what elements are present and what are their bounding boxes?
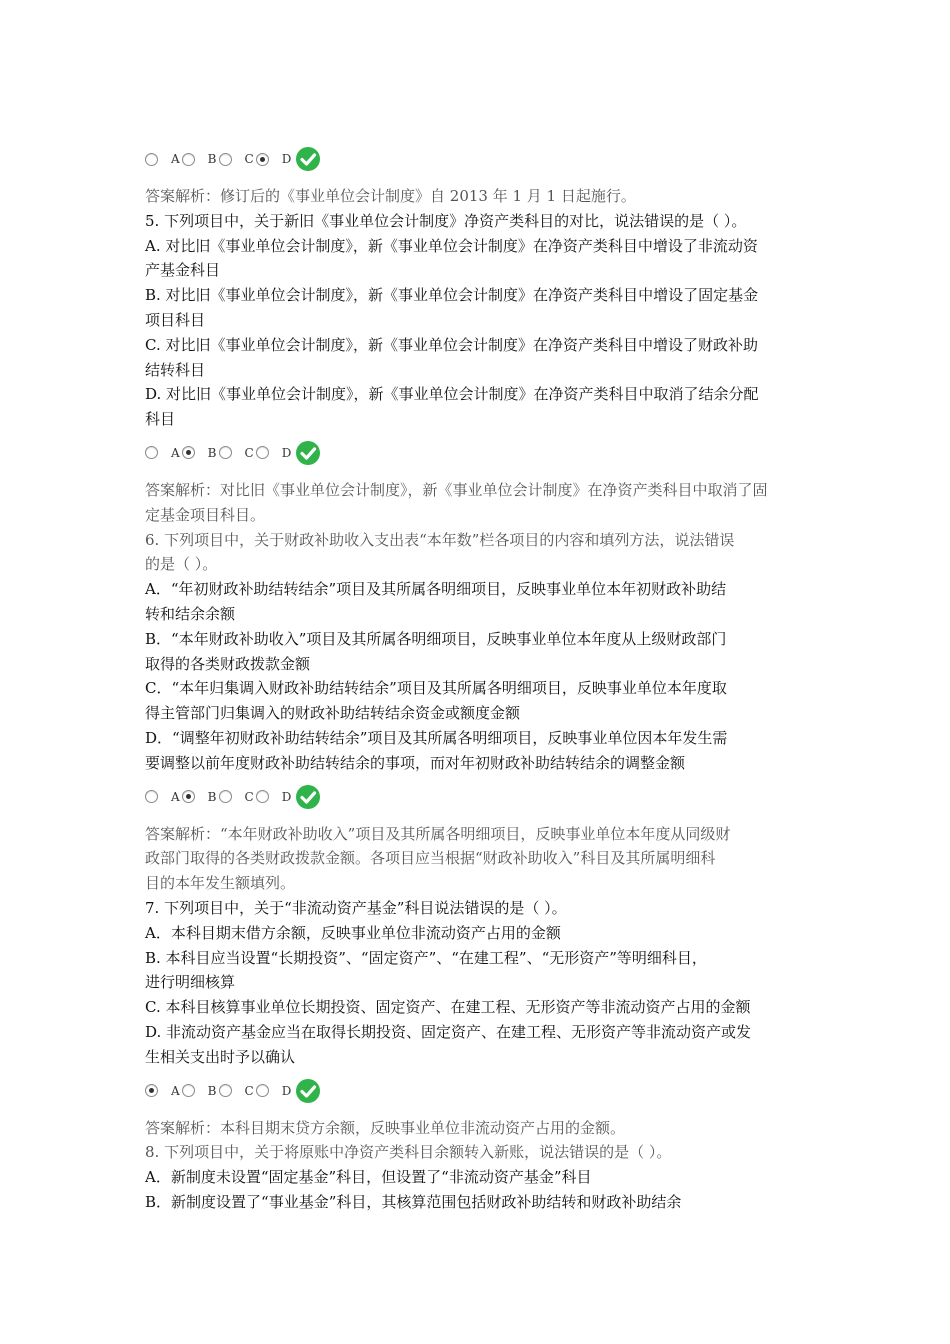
analysis-line: 答案解析：“本年财政补助收入”项目及其所属各明细项目，反映事业单位本年度从同级财 [145, 824, 731, 843]
choice-line: 得主管部门归集调入的财政补助结转结余资金或额度金额 [145, 704, 521, 723]
radio-a[interactable] [145, 790, 158, 803]
choice-line: 转和结余余额 [145, 604, 236, 623]
q6-choices [145, 577, 825, 775]
option-c-label: C [244, 152, 254, 166]
choice-line: 结转科目 [145, 360, 206, 379]
analysis-line: 目的本年发生额填列。 [145, 874, 296, 893]
option-a-label: A [171, 1083, 180, 1098]
option-d-label: D [281, 152, 292, 166]
choice-line: D. 非流动资产基金应当在取得长期投资、固定资产、在建工程、无形资产等非流动资产或发 [145, 1022, 752, 1041]
option-c-label: C [244, 445, 254, 460]
question-stem: 的是（ ）。 [145, 555, 218, 574]
choice-line: D. 对比旧《事业单位会计制度》，新《事业单位会计制度》在净资产类科目中取消了结余分配 [145, 385, 759, 404]
question-stem: 7. 下列项目中，关于“非流动资产基金”科目说法错误的是（ ）。 [145, 898, 567, 917]
option-a-label: A [171, 445, 180, 460]
radio-b[interactable] [182, 153, 195, 166]
option-a[interactable] [145, 445, 180, 460]
q5-analysis [145, 478, 825, 528]
option-d[interactable] [256, 1083, 292, 1098]
option-a[interactable] [145, 152, 180, 166]
radio-c[interactable] [219, 446, 232, 459]
radio-d[interactable] [256, 1084, 269, 1097]
choice-line: A. 对比旧《事业单位会计制度》，新《事业单位会计制度》在净资产类科目中增设了非流动资 [145, 236, 758, 255]
option-a-label: A [171, 789, 180, 804]
option-b[interactable] [182, 789, 217, 804]
q6-analysis [145, 822, 825, 896]
choice-line: 取得的各类财政拨款金额 [145, 654, 311, 673]
option-d-label: D [281, 789, 292, 804]
q6-stem [145, 528, 825, 578]
choice-line: B．“本年财政补助收入”项目及其所属各明细项目，反映事业单位本年度从上级财政部门 [145, 629, 727, 648]
radio-d[interactable] [256, 790, 269, 803]
option-c-label: C [244, 789, 254, 804]
q6-options [145, 782, 825, 812]
option-b-label: B [207, 445, 217, 460]
option-d-label: D [281, 445, 292, 460]
radio-a[interactable] [145, 1084, 158, 1097]
choice-line: 进行明细核算 [145, 973, 236, 992]
question-stem: 5. 下列项目中，关于新旧《事业单位会计制度》净资产类科目的对比，说法错误的是（ ）。 [145, 211, 747, 230]
option-d-label: D [281, 1083, 292, 1098]
q8-stem [145, 1140, 825, 1165]
option-c[interactable] [219, 789, 254, 804]
choice-line: C. 本科目核算事业单位长期投资、固定资产、在建工程、无形资产等非流动资产占用的金额 [145, 998, 751, 1017]
radio-b[interactable] [182, 790, 195, 803]
choice-line: B．新制度设置了“事业基金”科目，其核算范围包括财政补助结转和财政补助结余 [145, 1192, 682, 1211]
document-page [145, 138, 825, 1215]
q4-options [145, 144, 825, 174]
choice-line: C. 对比旧《事业单位会计制度》，新《事业单位会计制度》在净资产类科目中增设了财政补助 [145, 335, 758, 354]
radio-b[interactable] [182, 1084, 195, 1097]
radio-b[interactable] [182, 446, 195, 459]
choice-line: D．“调整年初财政补助结转结余”项目及其所属各明细项目，反映事业单位因本年发生需 [145, 728, 728, 747]
question-stem: 8. 下列项目中，关于将原账中净资产类科目余额转入新账，说法错误的是（ ）。 [145, 1143, 672, 1162]
radio-d[interactable] [256, 153, 269, 166]
radio-c[interactable] [219, 790, 232, 803]
q4-analysis [145, 184, 825, 209]
q5-stem [145, 209, 825, 234]
choice-line: 生相关支出时予以确认 [145, 1047, 296, 1066]
option-b[interactable] [182, 1083, 217, 1098]
option-a-label: A [171, 152, 180, 166]
correct-check-icon [295, 440, 321, 466]
choice-line: 科目 [145, 410, 176, 429]
option-b-label: B [207, 789, 217, 804]
analysis-line: 答案解析：本科目期末贷方余额，反映事业单位非流动资产占用的金额。 [145, 1118, 626, 1137]
option-a[interactable] [145, 789, 180, 804]
option-b[interactable] [182, 445, 217, 460]
analysis-line: 定基金项目科目。 [145, 505, 266, 524]
option-c-label: C [244, 1083, 254, 1098]
option-b-label: B [207, 152, 217, 166]
option-b-label: B [207, 1083, 217, 1098]
option-c[interactable] [219, 152, 254, 166]
q7-stem [145, 896, 825, 921]
choice-line: 产基金科目 [145, 261, 221, 280]
analysis-line: 答案解析：对比旧《事业单位会计制度》，新《事业单位会计制度》在净资产类科目中取消了固 [145, 480, 768, 499]
q7-choices [145, 921, 825, 1070]
option-c[interactable] [219, 1083, 254, 1098]
choice-line: A．本科目期末借方余额，反映事业单位非流动资产占用的金额 [145, 923, 561, 942]
q7-options [145, 1076, 825, 1106]
analysis-line: 答案解析：修订后的《事业单位会计制度》自 2013 年 1 月 1 日起施行。 [145, 187, 636, 205]
option-d[interactable] [256, 445, 292, 460]
analysis-line: 政部门取得的各类财政拨款金额。各项目应当根据“财政补助收入”科目及其所属明细科 [145, 849, 716, 868]
choice-line: B. 本科目应当设置“长期投资”、“固定资产”、“在建工程”、“无形资产”等明细科目， [145, 948, 707, 967]
choice-line: B. 对比旧《事业单位会计制度》，新《事业单位会计制度》在净资产类科目中增设了固定基金 [145, 286, 759, 305]
radio-d[interactable] [256, 446, 269, 459]
correct-check-icon [295, 784, 321, 810]
option-a[interactable] [145, 1083, 180, 1098]
correct-check-icon [295, 1078, 321, 1104]
option-c[interactable] [219, 445, 254, 460]
choice-line: 要调整以前年度财政补助结转结余的事项，而对年初财政补助结转结余的调整金额 [145, 753, 686, 772]
choice-line: A．“年初财政补助结转结余”项目及其所属各明细项目，反映事业单位本年初财政补助结 [145, 580, 727, 599]
question-stem: 6. 下列项目中，关于财政补助收入支出表“本年数”栏各项目的内容和填列方法，说法错误 [145, 530, 735, 549]
option-b[interactable] [182, 152, 217, 166]
radio-a[interactable] [145, 446, 158, 459]
radio-c[interactable] [219, 153, 232, 166]
radio-c[interactable] [219, 1084, 232, 1097]
q5-choices [145, 234, 825, 432]
q5-options [145, 438, 825, 468]
q8-choices [145, 1165, 825, 1215]
option-d[interactable] [256, 789, 292, 804]
choice-line: C．“本年归集调入财政补助结转结余”项目及其所属各明细项目，反映事业单位本年度取 [145, 679, 727, 698]
option-d[interactable] [256, 152, 292, 166]
correct-check-icon [295, 146, 321, 172]
radio-a[interactable] [145, 153, 158, 166]
q7-analysis [145, 1116, 825, 1141]
choice-line: 项目科目 [145, 310, 206, 329]
choice-line: A．新制度未设置“固定基金”科目，但设置了“非流动资产基金”科目 [145, 1168, 592, 1187]
